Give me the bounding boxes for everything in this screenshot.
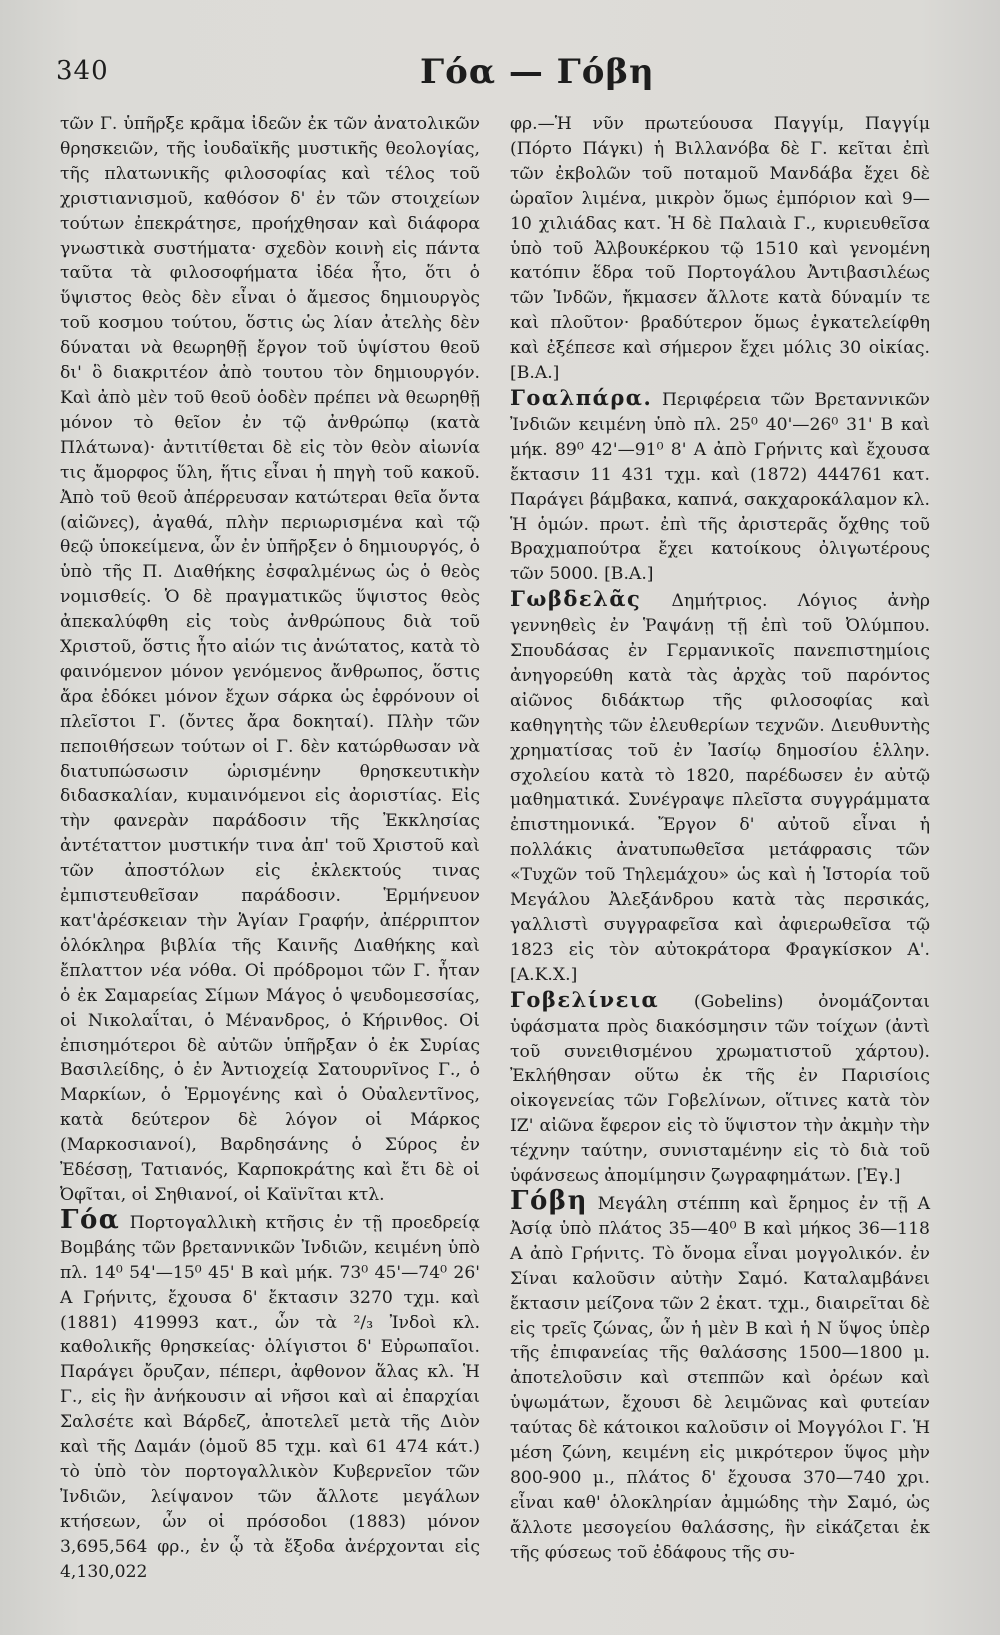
right-column: [510, 112, 930, 1566]
gnostics-continuation: [60, 112, 480, 1208]
headword: Γωβδελᾶς: [510, 586, 642, 612]
headword: Γόβη: [510, 1185, 588, 1216]
entry-text: φρ.—Ἡ νῦν πρωτεύουσα Παγγίμ, Παγγίμ (Πόρτο Πάγκι) ἡ Βιλλανόβα δὲ Γ. κεῖται ἐπὶ τῶν ἐκβολῶν τοῦ ποταμοῦ Μανδάβα ἔχει δὲ ὡραῖον λιμένα, μικρὸν ὅμως ἐμπόριον καὶ 9—10 χιλιάδας κατ. Ἡ δὲ Παλαιὰ Γ., κυριευθεῖσα ὑπὸ τοῦ Ἀλβουκέρκου τῷ 1510 καὶ γενομένη κατόπιν ἕδρα τοῦ Πορτογάλου Ἀντιβασιλέως τῶν Ἰνδῶν, ἤκμασεν ἄλλοτε κατὰ δύναμίν τε καὶ πλοῦτον· βραδύτερον ὅμως ἐγκατελείφθη καὶ ἐξέπεσε καὶ σήμερον ἔχει μόλις 30 οἰκίας. [Β.Α.]: [510, 114, 930, 384]
page-number: 340: [56, 56, 109, 86]
entry-goalpara: [510, 386, 930, 587]
left-column: [60, 112, 480, 1584]
entry-text: (Gobelins) ὀνομάζονται ὑφάσματα πρὸς διακόσμησιν τῶν τοίχων (ἀντὶ τοῦ συνειθισμένου χρωματιστοῦ χάρτου). Ἐκλήθησαν οὕτω ἐκ τῆς ἐν Παρισίοις οἰκογενείας τῶν Γοβελίνων, οἵτινες κατὰ τὸν ΙΖ' αἰῶνα ἔφερον εἰς τὸ ὕψιστον τὴν ἀκμὴν τὴν τέχνην ταύτην, συνισταμένην εἰς τὸ διὰ τοῦ ὑφάνσεως ἀπομίμησιν ζωγραφημάτων. [Ἐγ.]: [510, 991, 930, 1187]
entry-gobdelas: [510, 587, 930, 988]
headword: Γοβελίνεια: [510, 986, 660, 1012]
entry-goa: [60, 1204, 480, 1585]
entry-text: Δημήτριος. Λόγιος ἀνὴρ γεννηθεὶς ἐν Ῥαψάνῃ τῇ ἐπὶ τοῦ Ὀλύμπου. Σπουδάσας ἐν Γερμανικοῖς πανεπιστημίοις ἀνηγορεύθη κατὰ τὰς ἀρχὰς τοῦ παρόντος αἰῶνος διδάκτωρ τῆς φιλοσοφίας καὶ καθηγητὴς τῶν ἐλευθερίων τεχνῶν. Διευθυντὴς χρηματίσας τοῦ ἐν Ἰασίῳ δημοσίου ἑλλην. σχολείου κατὰ τὸ 1820, παρέδωσεν ἐν αὐτῷ μαθηματικά. Συνέγραψε πλεῖστα συγγράμματα ἐπιστημονικά. Ἔργον δ' αὐτοῦ εἶναι ἡ πολλάκις ἀνατυπωθεῖσα μετάφρασις τῶν «Τυχῶν τοῦ Τηλεμάχου» ὡς καὶ ἡ Ἱστορία τοῦ Μεγάλου Ἀλεξάνδρου κατὰ τὰς περσικάς, γαλλιστὶ συγγραφεῖσα καὶ ἀφιερωθεῖσα τῷ 1823 εἰς τὸν αὐτοκράτορα Φραγκίσκον Α'. [Α.Κ.Χ.]: [510, 591, 930, 985]
entry-text: τῶν Γ. ὑπῆρξε κρᾶμα ἰδεῶν ἐκ τῶν ἀνατολικῶν θρησκειῶν, τῆς ἰουδαϊκῆς μυστικῆς θεολογίας, τῆς πλατωνικῆς φιλοσοφίας καὶ τέλος τοῦ χριστιανισμοῦ, καθόσον δ' ἐν τῶν στοιχείων τούτων ἐπεκράτησε, προήχθησαν καὶ διάφορα γνωστικὰ συστήματα· σχεδὸν κοινὴ εἰς πάντα ταῦτα τὰ φιλοσοφήματα ἰδέα ἦτο, ὅτι ὁ ὕψιστος θεὸς δὲν εἶναι ὁ ἄμεσος δημιουργὸς τοῦ κοσμου τούτου, ὅστις ὡς λίαν ἀτελὴς δὲν δύναται νὰ θεωρηθῇ ἔργον τοῦ ὑψίστου θεοῦ δι' ὃ διακριτέον ἀπὸ τουτου τὸν δημιουργόν. Καὶ ἀπὸ μὲν τοῦ θεοῦ ὁοδὲν πρέπει νὰ θεωρηθῇ μόνον τὸ θεῖον ἐν τῷ ἀνθρώπῳ (κατὰ Πλάτωνα)· ἀντιτίθεται δὲ εἰς τὸν θεὸν αἰωνία τις ἄμορφος ὕλη, ἥτις εἶναι ἡ πηγὴ τοῦ κακοῦ. Ἀπὸ τοῦ θεοῦ ἀπέρρευσαν κατώτεραι θεῖα ὄντα (αἰῶνες), ἀγαθά, πλὴν περιωρισμένα καὶ τῷ θεῷ ὑποκείμενα, ὧν ἐν ὑπῆρξεν ὁ δημιουργός, ὁ ὑπὸ τῆς Π. Διαθήκης ἐσφαλμένως ὡς ὁ θεὸς νομισθείς. Ὁ δὲ πραγματικῶς ὕψιστος θεὸς ἀπεκαλύφθη εἰς τοὺς ἀνθρώπους διὰ τοῦ Χριστοῦ, ὅστις ἦτο αἰών τις ἀνώτατος, κατὰ τὸ φαινόμενον μόνον γενόμενος ἄνθρωπος, ὅστις ἄρα ἐδόκει μόνον ἔχων σάρκα ὡς ἐφρόνουν οἱ πλεῖστοι Γ. (ὄντες ἄρα δοκηταί). Πλὴν τῶν πεποιθήσεων τούτων οἱ Γ. δὲν κατώρθωσαν νὰ διατυπώσωσιν ὡρισμένην θρησκευτικὴν διδασκαλίαν, κυμαινόμενοι εἰς ἀοριστίας. Εἰς τὴν φανερὰν παράδοσιν τῆς Ἐκκλησίας ἀντέταττον μυστικήν τινα ἀπ' τοῦ Χριστοῦ καὶ τῶν ἀποστόλων εἰς ἐκλεκτούς τινας ἐμπιστευθεῖσαν παράδοσιν. Ἑρμήνευον κατ'ἀρέσκειαν τὴν Ἁγίαν Γραφήν, ἀπέρριπτον ὁλόκληρα βιβλία τῆς Καινῆς Διαθήκης καὶ ἔπλαττον νέα νόθα. Οἱ πρόδρομοι τῶν Γ. ἦταν ὁ ἐκ Σαμαρείας Σίμων Μάγος ὁ ψευδομεσσίας, οἱ Νικολαΐται, ὁ Μένανδρος, ὁ Κήρινθος. Οἱ ἐπισημότεροι δὲ αὐτῶν ὑπῆρξαν ὁ ἐκ Συρίας Βασιλείδης, ὁ ἐν Ἀντιοχείᾳ Σατουρνῖνος Γ., ὁ Μαρκίων, ὁ Ἑρμογένης καὶ ὁ Οὐαλεντῖνος, κατὰ δεύτερον δὲ λόγον οἱ Μάρκος (Μαρκοσιανοί), Βαρδησάνης ὁ Σύρος ἐν Ἐδέσσῃ, Τατιανός, Καρποκράτης καὶ ἔτι δὲ οἱ Ὀφῖται, οἱ Σηθιανοί, οἱ Καϊνῖται κτλ.: [60, 114, 480, 1205]
page-header: [0, 44, 1000, 100]
entry-text: Μεγάλη στέππη καὶ ἔρημος ἐν τῇ Α Ἀσίᾳ ὑπὸ πλάτος 35—40⁰ Β καὶ μήκος 36—118 Α ἀπὸ Γρήνιτς. Τὸ ὄνομα εἶναι μογγολικόν. ἐν Σίναι καλοῦσιν αὐτὴν Σαμό. Καταλαμβάνει ἔκτασιν μείζονα τῶν 2 ἑκατ. τχμ., διαιρεῖται δὲ εἰς τρεῖς ζώνας, ὧν ἡ μὲν Β καὶ ἡ Ν ὕψος ὑπὲρ τῆς ἐπιφανείας τῆς θαλάσσης 1500—1800 μ. ἀποτελοῦσιν καὶ στεππῶν καὶ ὀρέων καὶ ὑψωμάτων, ἔχουσι δὲ λειμῶνας καὶ φυτείαν ταύτας δὲ κάτοικοι καλοῦσιν οἱ Μογγόλοι Γ. Ἡ μέση ζώνη, κειμένη εἰς μικρότερον ὕψος μὴν 800-900 μ., πλάτος δ' ἔχουσα 370—740 χρι. εἶναι καθ' ὁλοκληρίαν ἀμμώδης τὴν Σαμό, ὡς ἄλλοτε μεσογείου θαλάσσης, ἣν εἰκάζεται ἐκ τῆς φύσεως τοῦ ἐδάφους τῆς συ-: [510, 1193, 930, 1563]
entry-gobi: [510, 1185, 930, 1566]
entry-text: Πορτογαλλικὴ κτῆσις ἐν τῇ προεδρείᾳ Βομβάης τῶν βρεταννικῶν Ἰνδιῶν, κειμένη ὑπὸ πλ. 14⁰ 54'—15⁰ 45' Β καὶ μήκ. 73⁰ 45'—74⁰ 26' Α Γρήνιτς, ἔχουσα δ' ἔκτασιν 3270 τχμ. καὶ (1881) 419993 κατ., ὧν τὰ ²/₃ Ἰνδοὶ κλ. καθολικῆς θρησκείας· ὀλίγιστοι δ' Εὐρωπαῖοι. Παράγει ὄρυζαν, πέπερι, ἀφθονον ἅλας κλ. Ἡ Γ., εἰς ἣν ἀνήκουσιν αἱ νῆσοι καὶ αἱ ἐπαρχίαι Σαλσέτε καὶ Βάρδεζ, ἀποτελεῖ μετὰ τῆς Διὸν καὶ τῆς Δαμάν (ὁμοῦ 85 τχμ. καὶ 61 474 κάτ.) τὸ ὑπὸ τὸν πορτογαλλικὸν Κυβερνεῖον τῶν Ἰνδιῶν, λείψανον τῶν ἄλλοτε μεγάλων κτήσεων, ὧν οἱ πρόσοδοι (1883) μόνον 3,695,564 φρ., ἐν ᾧ τὰ ἔξοδα ἀνέρχονται εἰς 4,130,022: [60, 1212, 480, 1582]
headword: Γοαλπάρα.: [510, 384, 653, 410]
entry-text: Περιφέρεια τῶν Βρεταννικῶν Ἰνδιῶν κειμένη ὑπὸ πλ. 25⁰ 40'—26⁰ 31' Β καὶ μήκ. 89⁰ 42'—91⁰ 8' Α ἀπὸ Γρήνιτς καὶ ἔχουσα ἔκτασιν 11 431 τχμ. καὶ (1872) 444761 κατ. Παράγει βάμβακα, καπνά, σακχαροκάλαμον κλ. Ἡ ὁμών. πρωτ. ἐπὶ τῆς ἀριστερᾶς ὄχθης τοῦ Βραχμαπούτρα ἔχει κατοίκους ὀλιγωτέρους τῶν 5000. [Β.Α.]: [510, 389, 930, 585]
entry-gobelins: [510, 988, 930, 1189]
headword: Γόα: [60, 1204, 121, 1235]
running-head: Γόα — Γόβη: [420, 52, 655, 92]
goa-continuation: [510, 112, 930, 386]
